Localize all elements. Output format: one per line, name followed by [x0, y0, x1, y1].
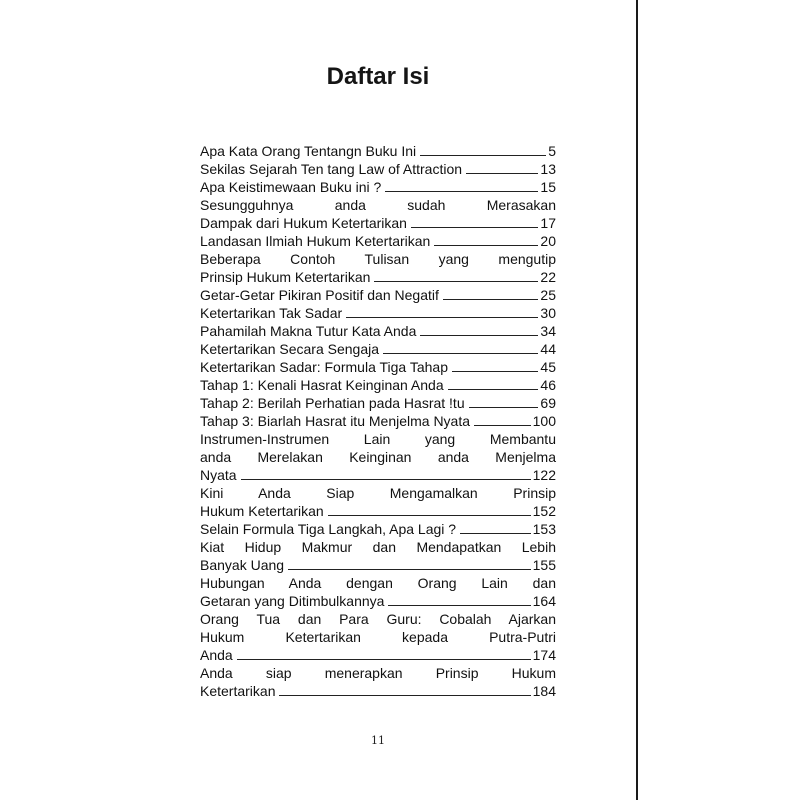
toc-entry-row [200, 232, 556, 250]
toc-entry [200, 232, 556, 250]
toc-entry [200, 358, 556, 376]
toc-entry-title: Dampak dari Hukum Ketertarikan [200, 215, 407, 231]
toc-entry-row [200, 322, 556, 340]
toc-entry-row [200, 304, 556, 322]
toc-entry-page-number: 13 [540, 161, 556, 177]
page-title: Daftar Isi [326, 63, 430, 90]
toc-entry-title: Getar-Getar Pikiran Positif dan Negatif [200, 287, 439, 303]
toc-entry [200, 484, 556, 520]
toc-entry-title: Ketertarikan Sadar: Formula Tiga Tahap [200, 359, 448, 375]
toc-entry [200, 430, 556, 484]
toc-leader-line [469, 407, 539, 408]
toc-entry-row [200, 646, 556, 664]
toc-leader-line [460, 533, 531, 534]
toc-entry-row [200, 412, 556, 430]
toc-leader-line [241, 479, 531, 480]
toc-entry-row [200, 394, 556, 412]
toc-leader-line [474, 425, 531, 426]
toc-entry-page-number: 45 [540, 359, 556, 375]
toc-leader-line [385, 191, 538, 192]
toc-entry-row [200, 502, 556, 520]
toc-entry [200, 286, 556, 304]
toc-leader-line [388, 605, 530, 606]
toc-leader-line [420, 335, 538, 336]
toc-entry [200, 142, 556, 160]
toc-entry-title: Tahap 3: Biarlah Hasrat itu Menjelma Nyata [200, 413, 471, 429]
toc-entry-row [200, 556, 556, 574]
toc-entry-title: Tahap 2: Berilah Perhatian pada Hasrat !tu [200, 395, 465, 411]
toc-leader-line [448, 389, 539, 390]
toc-entry-row [200, 682, 556, 700]
toc-entry-page-number: 69 [540, 395, 556, 411]
toc-entry-title: Ketertarikan Secara Sengaja [200, 341, 379, 357]
toc-entry [200, 574, 556, 610]
toc-entry-row [200, 214, 556, 232]
toc-entry [200, 394, 556, 412]
toc-entry-row [200, 142, 556, 160]
toc-entry-page-number: 5 [548, 143, 556, 159]
toc-leader-line [383, 353, 538, 354]
toc-entry-page-number: 30 [540, 305, 556, 321]
toc-leader-line [411, 227, 538, 228]
toc-entry-title-line: Kiat Hidup Makmur dan Mendapatkan Lebih [200, 539, 556, 555]
toc-entry-row [200, 178, 556, 196]
toc-entry-title: Selain Formula Tiga Langkah, Apa Lagi ? [200, 521, 457, 537]
table-of-contents [200, 142, 556, 700]
toc-entry-page-number: 25 [540, 287, 556, 303]
toc-entry-page-number: 22 [540, 269, 556, 285]
toc-entry-page-number: 164 [532, 593, 556, 609]
toc-leader-line [288, 569, 531, 570]
toc-entry-title: Sekilas Sejarah Ten tang Law of Attraction [200, 161, 463, 177]
toc-entry [200, 538, 556, 574]
toc-entry-title-line: Sesungguhnya anda sudah Merasakan [200, 197, 556, 213]
page-number: 11 [371, 734, 385, 747]
toc-entry-title: Tahap 1: Kenali Hasrat Keinginan Anda [200, 377, 444, 393]
toc-entry-title: Banyak Uang [200, 557, 285, 573]
toc-entry-title-line: Beberapa Contoh Tulisan yang mengutip [200, 251, 556, 267]
toc-entry-page-number: 153 [532, 521, 556, 537]
toc-leader-line [279, 695, 530, 696]
toc-entry-page-number: 46 [540, 377, 556, 393]
toc-entry-row [200, 466, 556, 484]
toc-entry-title: Pahamilah Makna Tutur Kata Anda [200, 323, 417, 339]
toc-entry-title: Hukum Ketertarikan [200, 503, 324, 519]
toc-leader-line [452, 371, 538, 372]
toc-entry-row [200, 286, 556, 304]
toc-entry-row [200, 340, 556, 358]
toc-entry-title: Getaran yang Ditimbulkannya [200, 593, 385, 609]
toc-leader-line [346, 317, 538, 318]
toc-entry-title: Prinsip Hukum Ketertarikan [200, 269, 371, 285]
toc-entry-title: Anda [200, 647, 233, 663]
toc-entry [200, 610, 556, 664]
toc-entry-title-line: Anda siap menerapkan Prinsip Hukum [200, 665, 556, 681]
toc-leader-line [237, 659, 531, 660]
toc-entry-title-line: Kini Anda Siap Mengamalkan Prinsip [200, 485, 556, 501]
toc-leader-line [374, 281, 538, 282]
toc-entry-page-number: 184 [532, 683, 556, 699]
toc-entry-page-number: 174 [532, 647, 556, 663]
toc-leader-line [420, 155, 546, 156]
toc-entry [200, 376, 556, 394]
toc-entry [200, 250, 556, 286]
toc-entry-page-number: 20 [540, 233, 556, 249]
toc-leader-line [434, 245, 538, 246]
toc-entry-title: Landasan Ilmiah Hukum Ketertarikan [200, 233, 431, 249]
toc-entry-page-number: 17 [540, 215, 556, 231]
toc-entry-row [200, 520, 556, 538]
page-edge-divider [636, 0, 638, 800]
toc-entry-title-line: Hukum Ketertarikan kepada Putra-Putri [200, 629, 556, 645]
toc-entry [200, 178, 556, 196]
toc-leader-line [443, 299, 539, 300]
toc-entry-title-line: Orang Tua dan Para Guru: Cobalah Ajarkan [200, 611, 556, 627]
toc-entry-title: Apa Keistimewaan Buku ini ? [200, 179, 382, 195]
toc-entry [200, 412, 556, 430]
toc-entry [200, 304, 556, 322]
toc-entry-title: Ketertarikan [200, 683, 276, 699]
toc-entry-page-number: 100 [532, 413, 556, 429]
toc-entry-page-number: 155 [532, 557, 556, 573]
toc-entry [200, 160, 556, 178]
toc-entry-page-number: 122 [532, 467, 556, 483]
toc-entry [200, 196, 556, 232]
toc-leader-line [466, 173, 538, 174]
toc-entry-row [200, 160, 556, 178]
toc-entry-title-line: Instrumen-Instrumen Lain yang Membantu [200, 431, 556, 447]
toc-entry-title: Ketertarikan Tak Sadar [200, 305, 343, 321]
toc-entry [200, 322, 556, 340]
toc-entry-page-number: 34 [540, 323, 556, 339]
toc-entry-title-line: anda Merelakan Keinginan anda Menjelma [200, 449, 556, 465]
toc-entry-row [200, 376, 556, 394]
toc-entry-title: Apa Kata Orang Tentangn Buku Ini [200, 143, 417, 159]
toc-entry-row [200, 268, 556, 286]
toc-leader-line [328, 515, 531, 516]
toc-entry-page-number: 44 [540, 341, 556, 357]
toc-entry [200, 340, 556, 358]
toc-entry-row [200, 358, 556, 376]
toc-entry-title: Nyata [200, 467, 237, 483]
toc-entry-page-number: 152 [532, 503, 556, 519]
toc-entry [200, 664, 556, 700]
toc-entry-page-number: 15 [540, 179, 556, 195]
toc-entry-row [200, 592, 556, 610]
toc-entry-title-line: Hubungan Anda dengan Orang Lain dan [200, 575, 556, 591]
toc-entry [200, 520, 556, 538]
